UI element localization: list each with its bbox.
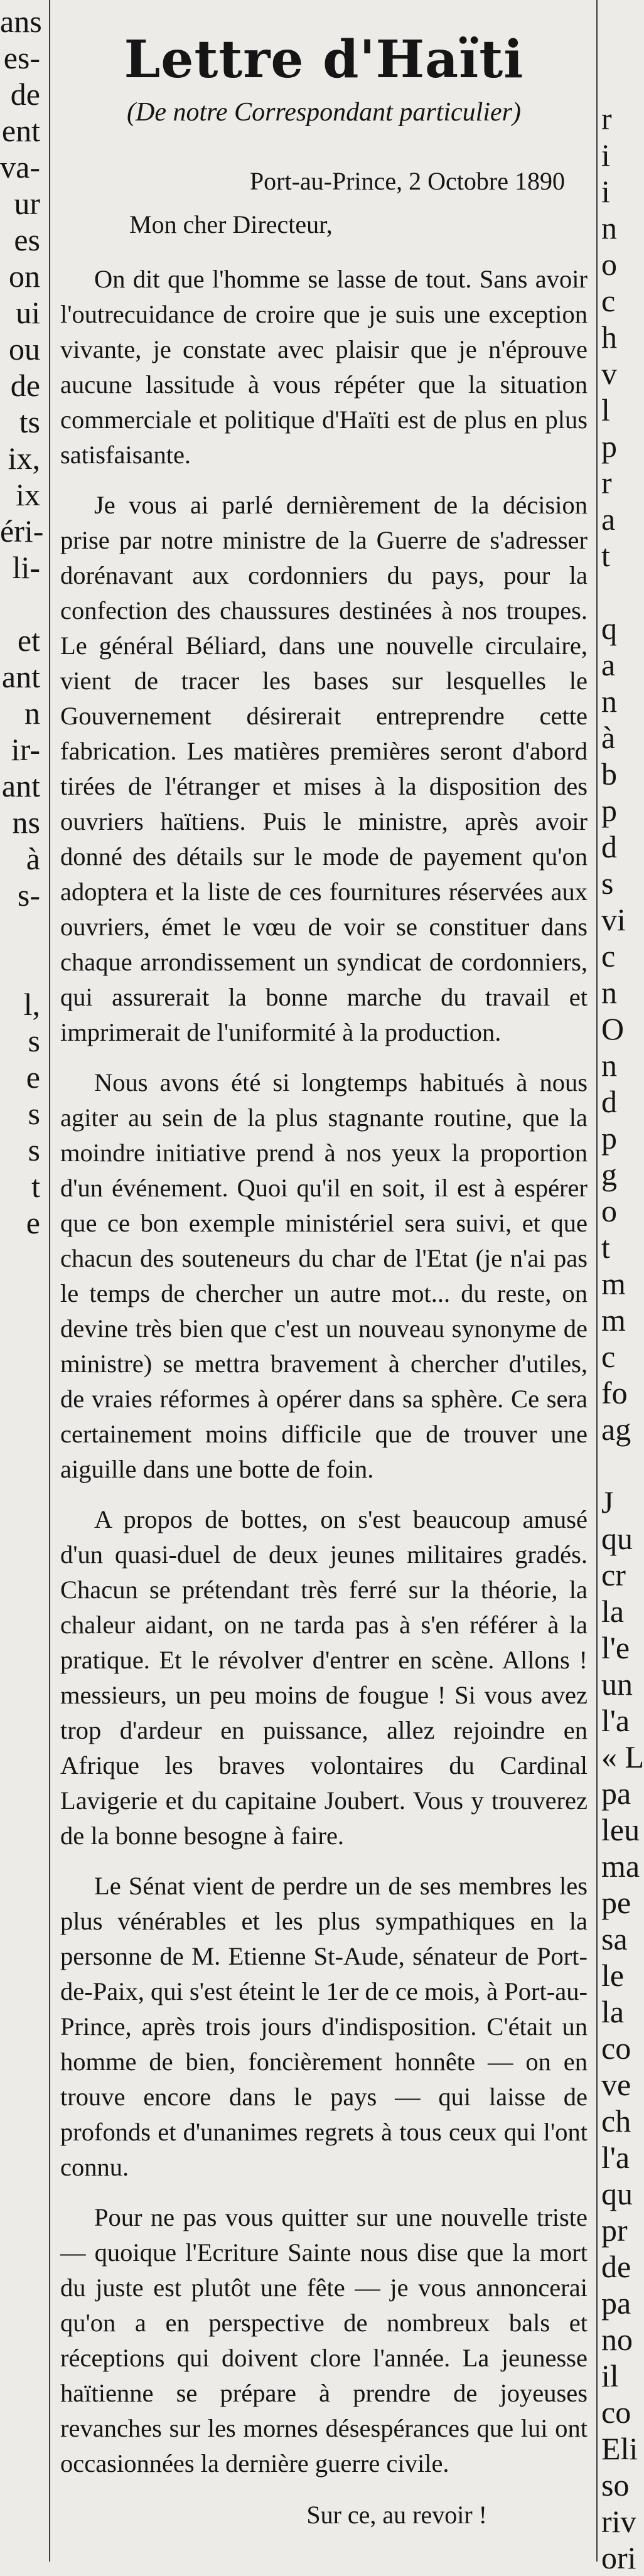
left-fragment-line: l, <box>23 987 40 1022</box>
left-fragment-line: ent <box>1 113 40 148</box>
left-fragment-line: e <box>26 1060 40 1095</box>
right-fragment-line: c <box>601 1339 616 1374</box>
right-fragment-line: fo <box>601 1375 628 1410</box>
paragraph-festivities: Pour ne pas vous quitter sur une nouvelle triste — quoique l'Ecriture Sainte nous dise que la mort du juste est plutôt une fête — je vous annoncerai qu'on a en perspective de nombreux bals et réceptions qui doivent clore l'année. La jeunesse haïtienne se prépare à prendre de joyeuses revanches sur les mornes désespérances que lui ont occasionnées la dernière guerre civile. <box>60 2203 588 2477</box>
right-fragment-line: il <box>601 2358 619 2393</box>
right-fragment-line: co <box>601 2031 631 2066</box>
right-fragment-line: v <box>601 356 617 391</box>
right-fragment-line: g <box>601 1157 617 1192</box>
right-fragment-line: d <box>601 829 617 864</box>
right-fragment-line: p <box>601 1120 617 1156</box>
right-fragment-line: c <box>601 938 616 974</box>
right-column-fragments <box>601 0 644 2575</box>
left-fragment-line: s- <box>17 877 40 913</box>
paragraph-intro: On dit que l'homme se lasse de tout. Sans avoir l'outrecuidance de croire que je suis une exception vivante, je constate avec plaisir que je n'éprouve aucune lassitude à vous répéter que la situation commerciale et politique d'Haïti est de plus en plus satisfaisante. <box>60 264 588 469</box>
article-title: Lettre d'Haïti <box>124 30 524 90</box>
left-fragment-line: on <box>9 259 40 294</box>
right-fragment-line <box>601 1447 628 1484</box>
left-fragment-line: ts <box>19 404 40 439</box>
right-fragment-line: p <box>601 793 617 828</box>
right-fragment-line: n <box>601 684 617 719</box>
left-fragment-line: ant <box>1 659 40 694</box>
paragraph-shoes: Je vous ai parlé dernièrement de la décision prise par notre ministre de la Guerre de s'adresser dorénavant aux cordonniers du pays, pour la confection des chaussures destinées à nos troupes. Le général Béliard, dans une nouvelle circulaire, vient de tracer les bases sur lesquelles le Gouvernement désirerait entreprendre cette fabrication. Les matières premières seront d'abord tirées de l'étranger et mises à la disposition des ouvriers haïtiens. Puis le ministre, après avoir donné des détails sur le mode de payement qu'on adoptera et la liste de ces fournitures réservées aux ouvriers, émet le vœu de voir se constituer dans chaque arrondissement un syndicat de cordonniers, qui assurerait la bonne marche du travail et imprimerait de l'uniformité à la production. <box>60 490 588 1046</box>
right-fragment-line: le <box>601 1958 625 1993</box>
right-fragment-line: b <box>601 756 617 792</box>
article-salutation: Mon cher Directeur, <box>129 210 333 239</box>
right-fragment-line: m <box>601 1266 626 1301</box>
right-fragment-line: riv <box>601 2504 636 2539</box>
right-fragment-line: i <box>601 137 610 173</box>
left-fragment-line: ur <box>14 186 40 221</box>
right-fragment-line: a <box>601 647 616 682</box>
right-fragment-line: o <box>601 1193 617 1228</box>
right-fragment-line: la <box>601 1594 625 1629</box>
left-fragment-line: de <box>10 368 40 403</box>
left-fragment-line <box>0 586 43 622</box>
left-fragment-line <box>0 950 43 986</box>
right-fragment-line: pa <box>601 2285 631 2321</box>
right-fragment-line: t <box>601 538 610 573</box>
left-fragment-line: es <box>14 222 40 257</box>
right-fragment-line: p <box>601 429 617 464</box>
right-fragment-line: ch <box>601 2103 631 2139</box>
right-fragment-line: pr <box>601 2213 628 2248</box>
right-fragment-line: ori <box>601 2540 636 2575</box>
article-dateline: Port-au-Prince, 2 Octobre 1890 <box>249 166 565 195</box>
right-fragment-line: l'e <box>601 1630 630 1665</box>
left-fragment-line <box>0 913 43 950</box>
left-fragment-line: à <box>26 841 40 876</box>
right-fragment-line: c <box>601 283 616 318</box>
left-fragment-line: de <box>10 77 40 112</box>
left-fragment-line: ix <box>16 477 40 512</box>
right-fragment-line: l <box>601 392 610 427</box>
left-column-fragments <box>0 0 43 2562</box>
right-fragment-line: t <box>601 1230 610 1265</box>
right-fragment-line: ma <box>601 1849 640 1884</box>
left-fragment-line: ou <box>9 331 40 367</box>
left-fragment-line: es- <box>3 40 40 75</box>
article-subtitle: (De notre Correspondant particulier) <box>127 98 521 127</box>
paragraph-senate: Le Sénat vient de perdre un de ses membres les plus vénérables et les plus sympathiques en la personne de M. Etienne St-Aude, sénateur de Port-de-Paix, qui s'est éteint le 1er de ce mois, à Port-au-Prince, après trois jours d'indisposition. C'était un homme de bien, foncièrement honnête — on en trouve encore dans le pays — qui laisse de profonds et d'unanimes regrets à tous ceux qui l'ont connu. <box>60 1871 588 2181</box>
left-fragment-line: s <box>28 1096 40 1131</box>
right-fragment-line: vi <box>601 902 626 937</box>
right-fragment-line: pe <box>601 1885 631 1920</box>
left-fragment-line: ns <box>12 805 40 840</box>
paragraph-duel: A propos de bottes, on s'est beaucoup amusé d'un quasi-duel de deux jeunes militaires gradés. Chacun se prétendant très ferré sur la théorie, la chaleur aidant, on ne tarda pas à s'en référer à la pratique. Et le révolver d'entrer en scène. Allons ! messieurs, un peu moins de fougue ! Si vous avez trop d'ardeur en puissance, allez rejoindre en Afrique les braves volontaires du Cardinal Lavigerie et du capitaine Joubert. Vous y trouverez de la bonne besogne à faire. <box>60 1505 588 1850</box>
left-fragment-line: va- <box>0 149 40 185</box>
right-fragment-line: co <box>601 2395 631 2430</box>
article-closing: Sur ce, au revoir ! <box>306 2500 487 2529</box>
right-fragment-line: q <box>601 611 617 646</box>
right-fragment-line: r <box>601 101 612 136</box>
left-fragment-line: ant <box>1 768 40 803</box>
right-fragment-line: r <box>601 465 612 500</box>
right-fragment-line: n <box>601 975 617 1010</box>
paragraph-routine: Nous avons été si longtemps habitués à nous agiter au sein de la plus stagnante routine, que la moindre initiative prend à nos yeux la proportion d'un événement. Quoi qu'il en soit, il est à espérer que ce bon exemple ministériel sera suivi, et que chacun des souteneurs du char de l'Etat (je n'ai pas le temps de chercher un autre mot... du reste, on devine très bien que c'est un nouveau synonyme de ministre) se mettra bravement à chercher d'utiles, de vraies réformes à opérer dans sa sphère. Ce sera certainement moins difficile que de trouver une aiguille dans une botte de foin. <box>60 1068 588 1483</box>
right-fragment-line: cr <box>601 1557 626 1592</box>
right-fragment-line: qu <box>601 2176 633 2211</box>
right-fragment-line: J <box>601 1484 614 1520</box>
article <box>60 13 588 2530</box>
right-fragment-line: a <box>601 502 616 537</box>
left-fragment-line: s <box>28 1023 40 1058</box>
left-fragment-line: e <box>26 1205 40 1240</box>
left-fragment-line <box>0 1241 43 1277</box>
left-fragment-line: ix, <box>8 441 40 476</box>
right-fragment-line: qu <box>601 1521 633 1556</box>
right-fragment-line: sa <box>601 1921 628 1956</box>
right-fragment-line: m <box>601 1302 626 1338</box>
right-fragment-line: n <box>601 1048 617 1083</box>
left-fragment-line: li- <box>12 550 40 585</box>
right-fragment-line: n <box>601 210 617 245</box>
left-fragment-line: ui <box>16 295 40 330</box>
left-fragment-line: éri- <box>0 513 44 549</box>
right-fragment-line: l'a <box>601 1703 630 1738</box>
left-fragment-line: ir- <box>11 732 40 767</box>
right-fragment-line: o <box>601 247 617 282</box>
right-fragment-line: O <box>601 1011 625 1046</box>
right-fragment-line: un <box>601 1666 633 1702</box>
right-fragment-line: ve <box>601 2067 631 2102</box>
right-fragment-line: de <box>601 2249 631 2284</box>
right-fragment-line <box>601 574 628 610</box>
left-fragment-line: ans <box>0 4 42 39</box>
right-fragment-line: h <box>601 319 617 355</box>
left-fragment-line: t <box>31 1169 40 1204</box>
column-rule-left <box>49 0 50 2562</box>
right-fragment-line: no <box>601 2322 633 2357</box>
left-fragment-line: n <box>24 695 40 731</box>
column-rule-right <box>596 0 598 2562</box>
right-fragment-line: à <box>601 720 616 755</box>
left-fragment-line: et <box>17 623 40 658</box>
right-fragment-line: l'a <box>601 2140 630 2175</box>
right-fragment-line: leu <box>601 1812 640 1847</box>
right-fragment-line: d <box>601 1084 617 1119</box>
left-fragment-line: s <box>28 1132 40 1167</box>
right-fragment-line: so <box>601 2467 630 2503</box>
right-fragment-line: pa <box>601 1776 631 1811</box>
right-fragment-line: la <box>601 1994 625 2029</box>
right-fragment-line: s <box>601 866 614 901</box>
right-fragment-line: ag <box>601 1412 631 1447</box>
right-fragment-line: « L <box>601 1739 644 1774</box>
right-fragment-line: Eli <box>601 2431 638 2466</box>
right-fragment-line: i <box>601 174 610 209</box>
